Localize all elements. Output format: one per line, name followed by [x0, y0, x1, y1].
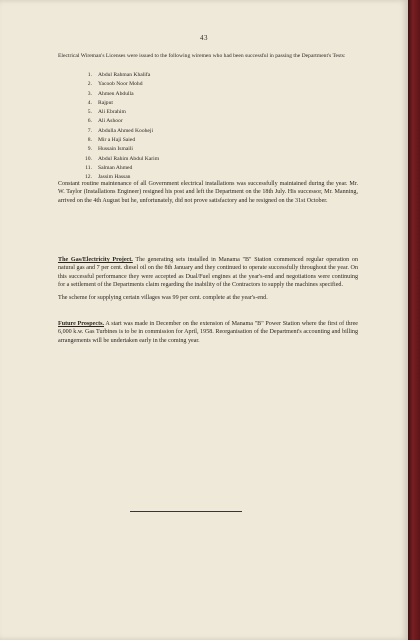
wireman-name: Mir a Haji Saied: [98, 137, 136, 144]
wireman-name: Abdul Rahim Abdul Karim: [98, 155, 160, 162]
list-number: 8.: [87, 137, 92, 144]
gas-electricity-paragraph: [58, 256, 358, 289]
paragraph-body: The generating sets installed in Manama "B" Station commenced regular operation on natural gas and 7 per cent. diesel oil on the 8th January and they continued to operate successfully throughout the year. On this successful performance they were accepted as Dual/Fuel engines at the year's-end and negotiations were continuing for a settlement of the Departments claim regarding the inability of the Contractors to supply the machines specified.: [58, 257, 358, 288]
list-item: [78, 108, 159, 117]
wireman-name: Abdulla Ahmed Kooheji: [98, 127, 153, 134]
list-number: 4.: [87, 99, 92, 106]
list-item: [78, 127, 159, 136]
list-number: 12.: [85, 174, 92, 181]
licenses-intro: Electrical Wireman's Licenses were issued to the following wiremen who had been successful in passing the Department's Tests:: [58, 53, 346, 59]
section-heading: The Gas/Electricity Project.: [58, 257, 133, 263]
wireman-name: Rajput: [98, 99, 113, 106]
wireman-name: Salman Ahmed: [98, 164, 133, 171]
wireman-name: Yacoob Noor Mohd: [98, 81, 143, 88]
list-number: 10.: [85, 155, 92, 162]
list-number: 6.: [87, 118, 92, 125]
wireman-name: Ali Ebrahim: [98, 109, 126, 116]
list-item: [78, 117, 159, 126]
divider-rule: [130, 511, 242, 512]
list-number: 3.: [87, 90, 92, 97]
list-number: 2.: [87, 81, 92, 88]
list-item: [78, 136, 159, 145]
page-number: 43: [200, 34, 208, 42]
list-number: 1.: [87, 72, 92, 78]
book-edge: [408, 0, 420, 640]
list-item: [78, 99, 159, 108]
list-number: 7.: [87, 127, 92, 134]
wireman-name: Ali Ashoor: [98, 118, 123, 125]
list-number: 9.: [87, 146, 92, 153]
list-number: 11.: [85, 164, 92, 171]
wireman-name: Ahmen Abdulla: [98, 90, 134, 97]
list-item: [78, 80, 159, 89]
section-heading: Future Prospects.: [58, 321, 105, 327]
maintenance-paragraph: Constant routine maintenance of all Government electrical installations was successfully maintained during the year. Mr. W. Taylor (Installations Engineer) resigned his post and left the Department on the 18th July. His successor, Mr. Manning, arrived on the 4th August but he, unfortunately, did not prove satisfactory and he resigned on the 31st October.: [58, 181, 358, 204]
wiremen-list: [78, 71, 159, 183]
wireman-name: Hussain Ismaili: [98, 146, 133, 153]
paragraph-body: A start was made in December on the extension of Manama "B" Power Station where the first of three 6,000 k.w. Gas Turbines is to be in commission for April, 1958. Reorganisation of the Department's accounting and billing arrangements will be undertaken early in the coming year.: [58, 321, 358, 344]
list-item: [78, 90, 159, 99]
list-item: [78, 155, 159, 164]
villages-paragraph: The scheme for supplying certain villages was 99 per cent. complete at the year's-end.: [58, 295, 268, 301]
list-number: 5.: [87, 109, 92, 116]
list-item: [78, 164, 159, 173]
list-item: [78, 145, 159, 154]
list-item: [78, 71, 159, 80]
future-prospects-paragraph: [58, 320, 358, 345]
wireman-name: Abdul Rahman Khalifa: [98, 72, 151, 78]
wireman-name: Jassim Hassan: [98, 174, 131, 181]
